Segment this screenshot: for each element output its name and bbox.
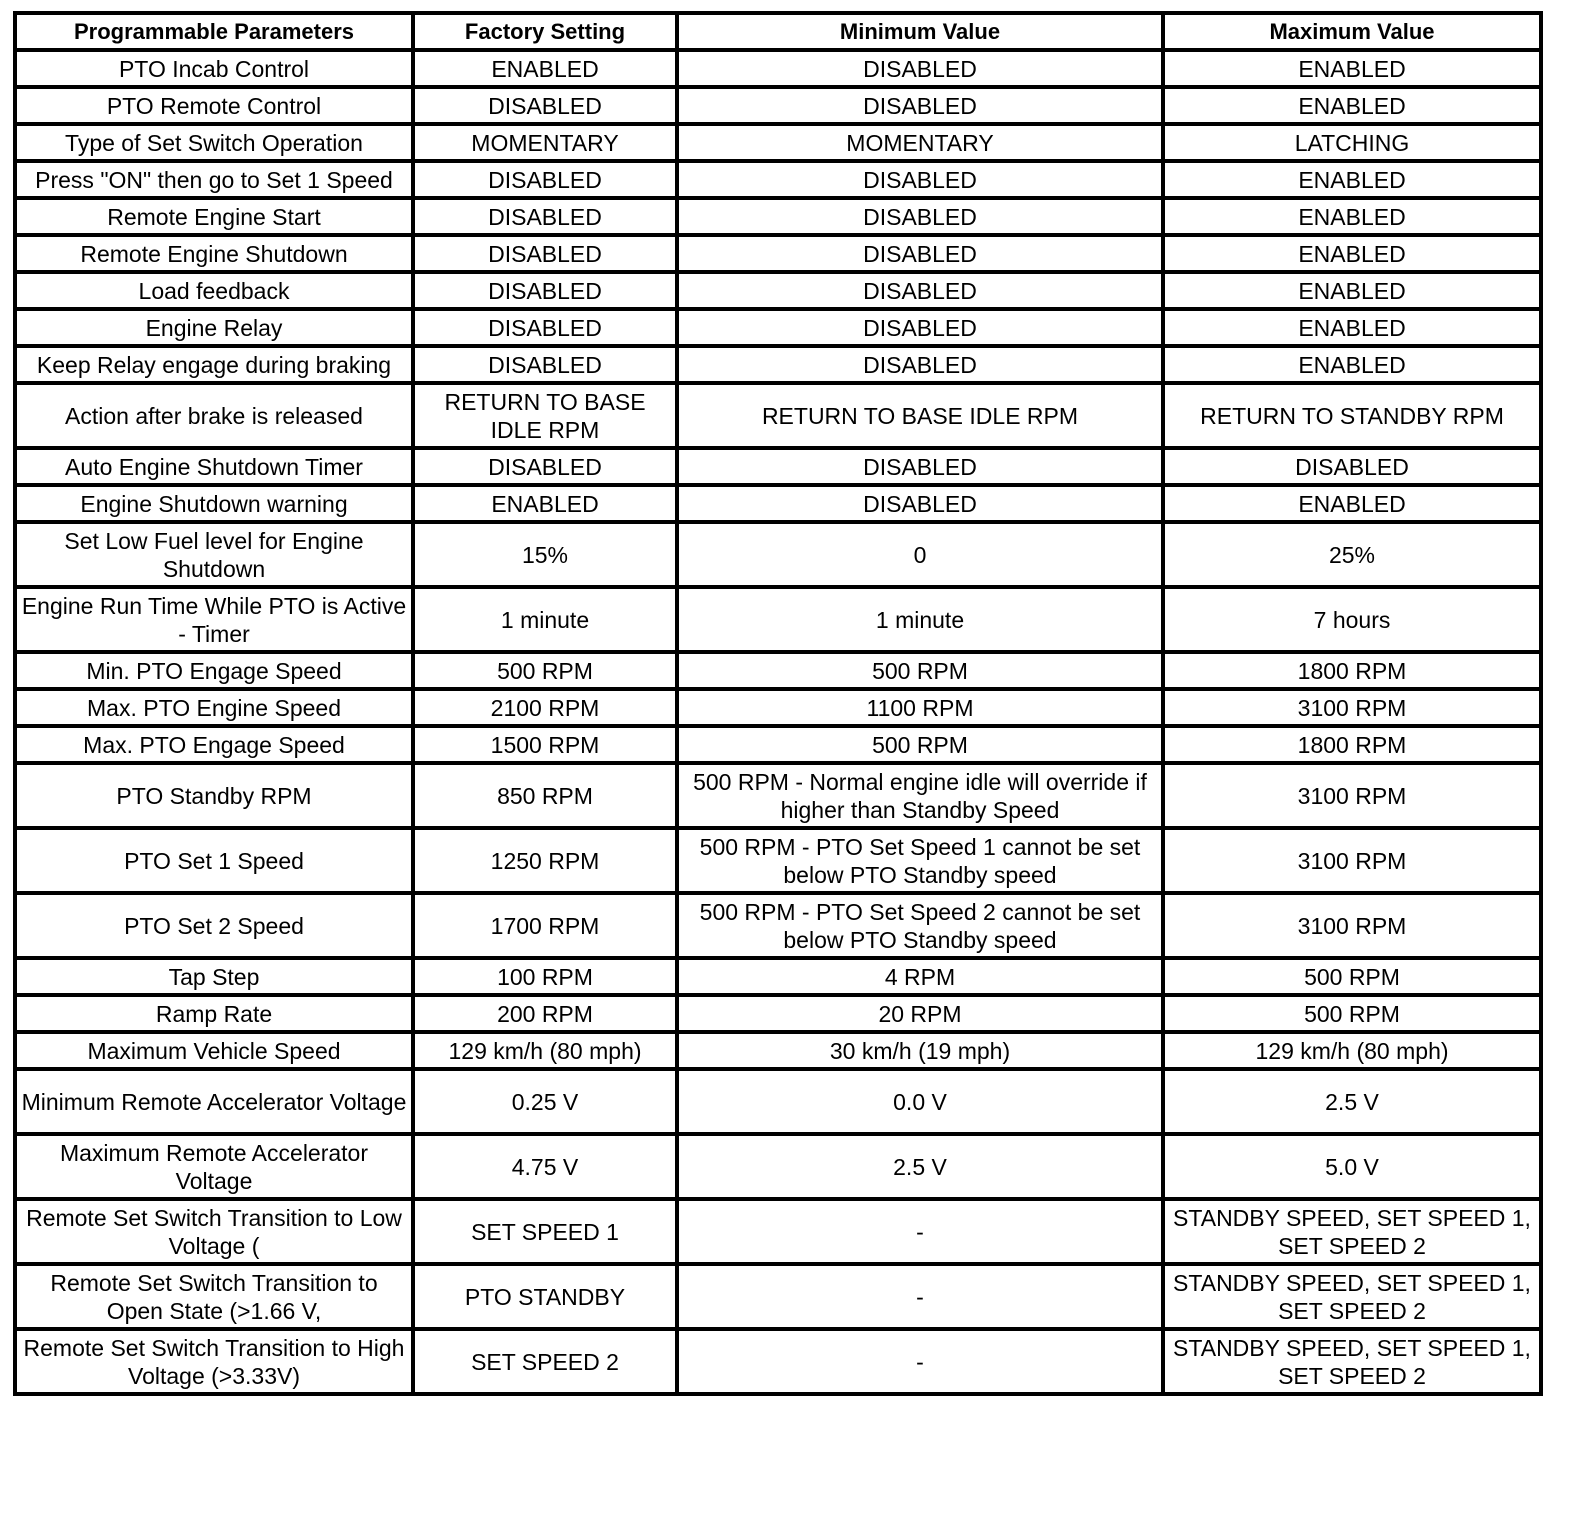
parameter-cell: Minimum Remote Accelerator Voltage <box>15 1069 413 1134</box>
maximum-value-cell: 3100 RPM <box>1163 828 1541 893</box>
maximum-value-cell: LATCHING <box>1163 124 1541 161</box>
minimum-value-cell: DISABLED <box>677 272 1163 309</box>
table-row <box>15 383 1541 448</box>
minimum-value-cell: DISABLED <box>677 485 1163 522</box>
maximum-value-cell: ENABLED <box>1163 346 1541 383</box>
minimum-value-cell: 500 RPM - PTO Set Speed 1 cannot be set below PTO Standby speed <box>677 828 1163 893</box>
table-row <box>15 198 1541 235</box>
factory-setting-cell: SET SPEED 2 <box>413 1329 677 1394</box>
maximum-value-cell: ENABLED <box>1163 235 1541 272</box>
table-row <box>15 1069 1541 1134</box>
factory-setting-cell: MOMENTARY <box>413 124 677 161</box>
minimum-value-cell: MOMENTARY <box>677 124 1163 161</box>
maximum-value-cell: ENABLED <box>1163 50 1541 87</box>
table-row <box>15 1199 1541 1264</box>
minimum-value-cell: 500 RPM <box>677 726 1163 763</box>
minimum-value-cell: - <box>677 1329 1163 1394</box>
factory-setting-cell: 2100 RPM <box>413 689 677 726</box>
parameter-cell: Press "ON" then go to Set 1 Speed <box>15 161 413 198</box>
maximum-value-cell: 129 km/h (80 mph) <box>1163 1032 1541 1069</box>
parameter-cell: PTO Standby RPM <box>15 763 413 828</box>
table-row <box>15 893 1541 958</box>
maximum-value-cell: 25% <box>1163 522 1541 587</box>
maximum-value-cell: DISABLED <box>1163 448 1541 485</box>
parameter-cell: Keep Relay engage during braking <box>15 346 413 383</box>
maximum-value-cell: ENABLED <box>1163 198 1541 235</box>
parameter-cell: Load feedback <box>15 272 413 309</box>
minimum-value-cell: 30 km/h (19 mph) <box>677 1032 1163 1069</box>
table-row <box>15 161 1541 198</box>
table-row <box>15 1264 1541 1329</box>
minimum-value-cell: RETURN TO BASE IDLE RPM <box>677 383 1163 448</box>
maximum-value-cell: 1800 RPM <box>1163 652 1541 689</box>
minimum-value-cell: 2.5 V <box>677 1134 1163 1199</box>
maximum-value-cell: STANDBY SPEED, SET SPEED 1, SET SPEED 2 <box>1163 1264 1541 1329</box>
minimum-value-cell: 500 RPM - PTO Set Speed 2 cannot be set below PTO Standby speed <box>677 893 1163 958</box>
maximum-value-cell: ENABLED <box>1163 87 1541 124</box>
parameter-cell: PTO Incab Control <box>15 50 413 87</box>
factory-setting-cell: 0.25 V <box>413 1069 677 1134</box>
factory-setting-cell: ENABLED <box>413 50 677 87</box>
minimum-value-cell: DISABLED <box>677 50 1163 87</box>
parameter-cell: Engine Run Time While PTO is Active - Timer <box>15 587 413 652</box>
table-row <box>15 1032 1541 1069</box>
maximum-value-cell: 500 RPM <box>1163 958 1541 995</box>
minimum-value-cell: 0 <box>677 522 1163 587</box>
table-row <box>15 346 1541 383</box>
parameter-cell: Engine Relay <box>15 309 413 346</box>
factory-setting-cell: DISABLED <box>413 272 677 309</box>
minimum-value-cell: DISABLED <box>677 198 1163 235</box>
table-row <box>15 1329 1541 1394</box>
table-row <box>15 828 1541 893</box>
header-minimum-value: Minimum Value <box>677 13 1163 50</box>
minimum-value-cell: DISABLED <box>677 235 1163 272</box>
factory-setting-cell: 1500 RPM <box>413 726 677 763</box>
maximum-value-cell: ENABLED <box>1163 272 1541 309</box>
parameter-cell: Remote Engine Start <box>15 198 413 235</box>
factory-setting-cell: DISABLED <box>413 309 677 346</box>
parameter-cell: Action after brake is released <box>15 383 413 448</box>
minimum-value-cell: DISABLED <box>677 161 1163 198</box>
minimum-value-cell: 20 RPM <box>677 995 1163 1032</box>
header-programmable-parameters: Programmable Parameters <box>15 13 413 50</box>
parameter-cell: Ramp Rate <box>15 995 413 1032</box>
maximum-value-cell: 1800 RPM <box>1163 726 1541 763</box>
table-row <box>15 522 1541 587</box>
parameter-cell: PTO Set 1 Speed <box>15 828 413 893</box>
maximum-value-cell: 5.0 V <box>1163 1134 1541 1199</box>
maximum-value-cell: 3100 RPM <box>1163 689 1541 726</box>
parameter-cell: Engine Shutdown warning <box>15 485 413 522</box>
factory-setting-cell: DISABLED <box>413 346 677 383</box>
maximum-value-cell: ENABLED <box>1163 485 1541 522</box>
factory-setting-cell: PTO STANDBY <box>413 1264 677 1329</box>
header-factory-setting: Factory Setting <box>413 13 677 50</box>
parameter-cell: Set Low Fuel level for Engine Shutdown <box>15 522 413 587</box>
table-header-row <box>15 13 1541 50</box>
parameter-cell: Remote Set Switch Transition to High Voltage (>3.33V) <box>15 1329 413 1394</box>
table-row <box>15 652 1541 689</box>
parameter-cell: Min. PTO Engage Speed <box>15 652 413 689</box>
table-row <box>15 309 1541 346</box>
minimum-value-cell: 500 RPM - Normal engine idle will override if higher than Standby Speed <box>677 763 1163 828</box>
table-row <box>15 958 1541 995</box>
minimum-value-cell: 1 minute <box>677 587 1163 652</box>
parameter-cell: Type of Set Switch Operation <box>15 124 413 161</box>
factory-setting-cell: DISABLED <box>413 161 677 198</box>
table-row <box>15 1134 1541 1199</box>
table-row <box>15 448 1541 485</box>
maximum-value-cell: 3100 RPM <box>1163 763 1541 828</box>
factory-setting-cell: 100 RPM <box>413 958 677 995</box>
table-row <box>15 726 1541 763</box>
factory-setting-cell: ENABLED <box>413 485 677 522</box>
factory-setting-cell: 1700 RPM <box>413 893 677 958</box>
minimum-value-cell: DISABLED <box>677 87 1163 124</box>
minimum-value-cell: - <box>677 1264 1163 1329</box>
minimum-value-cell: 1100 RPM <box>677 689 1163 726</box>
table-row <box>15 587 1541 652</box>
minimum-value-cell: DISABLED <box>677 448 1163 485</box>
table-row <box>15 87 1541 124</box>
parameter-cell: PTO Set 2 Speed <box>15 893 413 958</box>
maximum-value-cell: 500 RPM <box>1163 995 1541 1032</box>
maximum-value-cell: 3100 RPM <box>1163 893 1541 958</box>
table-row <box>15 485 1541 522</box>
factory-setting-cell: 500 RPM <box>413 652 677 689</box>
minimum-value-cell: - <box>677 1199 1163 1264</box>
factory-setting-cell: RETURN TO BASE IDLE RPM <box>413 383 677 448</box>
factory-setting-cell: DISABLED <box>413 87 677 124</box>
maximum-value-cell: ENABLED <box>1163 161 1541 198</box>
minimum-value-cell: 0.0 V <box>677 1069 1163 1134</box>
header-maximum-value: Maximum Value <box>1163 13 1541 50</box>
minimum-value-cell: 500 RPM <box>677 652 1163 689</box>
factory-setting-cell: 1250 RPM <box>413 828 677 893</box>
table-row <box>15 50 1541 87</box>
factory-setting-cell: 4.75 V <box>413 1134 677 1199</box>
table-row <box>15 235 1541 272</box>
table-row <box>15 124 1541 161</box>
factory-setting-cell: DISABLED <box>413 198 677 235</box>
factory-setting-cell: DISABLED <box>413 448 677 485</box>
factory-setting-cell: DISABLED <box>413 235 677 272</box>
parameter-cell: Max. PTO Engine Speed <box>15 689 413 726</box>
minimum-value-cell: DISABLED <box>677 309 1163 346</box>
table-row <box>15 272 1541 309</box>
table-row <box>15 763 1541 828</box>
maximum-value-cell: 2.5 V <box>1163 1069 1541 1134</box>
factory-setting-cell: 1 minute <box>413 587 677 652</box>
table-row <box>15 995 1541 1032</box>
factory-setting-cell: 15% <box>413 522 677 587</box>
minimum-value-cell: DISABLED <box>677 346 1163 383</box>
parameter-cell: PTO Remote Control <box>15 87 413 124</box>
programmable-parameters-table <box>13 11 1543 1396</box>
factory-setting-cell: SET SPEED 1 <box>413 1199 677 1264</box>
maximum-value-cell: RETURN TO STANDBY RPM <box>1163 383 1541 448</box>
parameter-cell: Remote Set Switch Transition to Open State (>1.66 V, <box>15 1264 413 1329</box>
maximum-value-cell: STANDBY SPEED, SET SPEED 1, SET SPEED 2 <box>1163 1199 1541 1264</box>
maximum-value-cell: ENABLED <box>1163 309 1541 346</box>
parameter-cell: Tap Step <box>15 958 413 995</box>
parameter-cell: Auto Engine Shutdown Timer <box>15 448 413 485</box>
parameter-cell: Maximum Vehicle Speed <box>15 1032 413 1069</box>
minimum-value-cell: 4 RPM <box>677 958 1163 995</box>
maximum-value-cell: STANDBY SPEED, SET SPEED 1, SET SPEED 2 <box>1163 1329 1541 1394</box>
parameter-cell: Max. PTO Engage Speed <box>15 726 413 763</box>
factory-setting-cell: 129 km/h (80 mph) <box>413 1032 677 1069</box>
factory-setting-cell: 200 RPM <box>413 995 677 1032</box>
maximum-value-cell: 7 hours <box>1163 587 1541 652</box>
parameter-cell: Remote Set Switch Transition to Low Voltage ( <box>15 1199 413 1264</box>
parameter-cell: Remote Engine Shutdown <box>15 235 413 272</box>
table-row <box>15 689 1541 726</box>
factory-setting-cell: 850 RPM <box>413 763 677 828</box>
parameter-cell: Maximum Remote Accelerator Voltage <box>15 1134 413 1199</box>
